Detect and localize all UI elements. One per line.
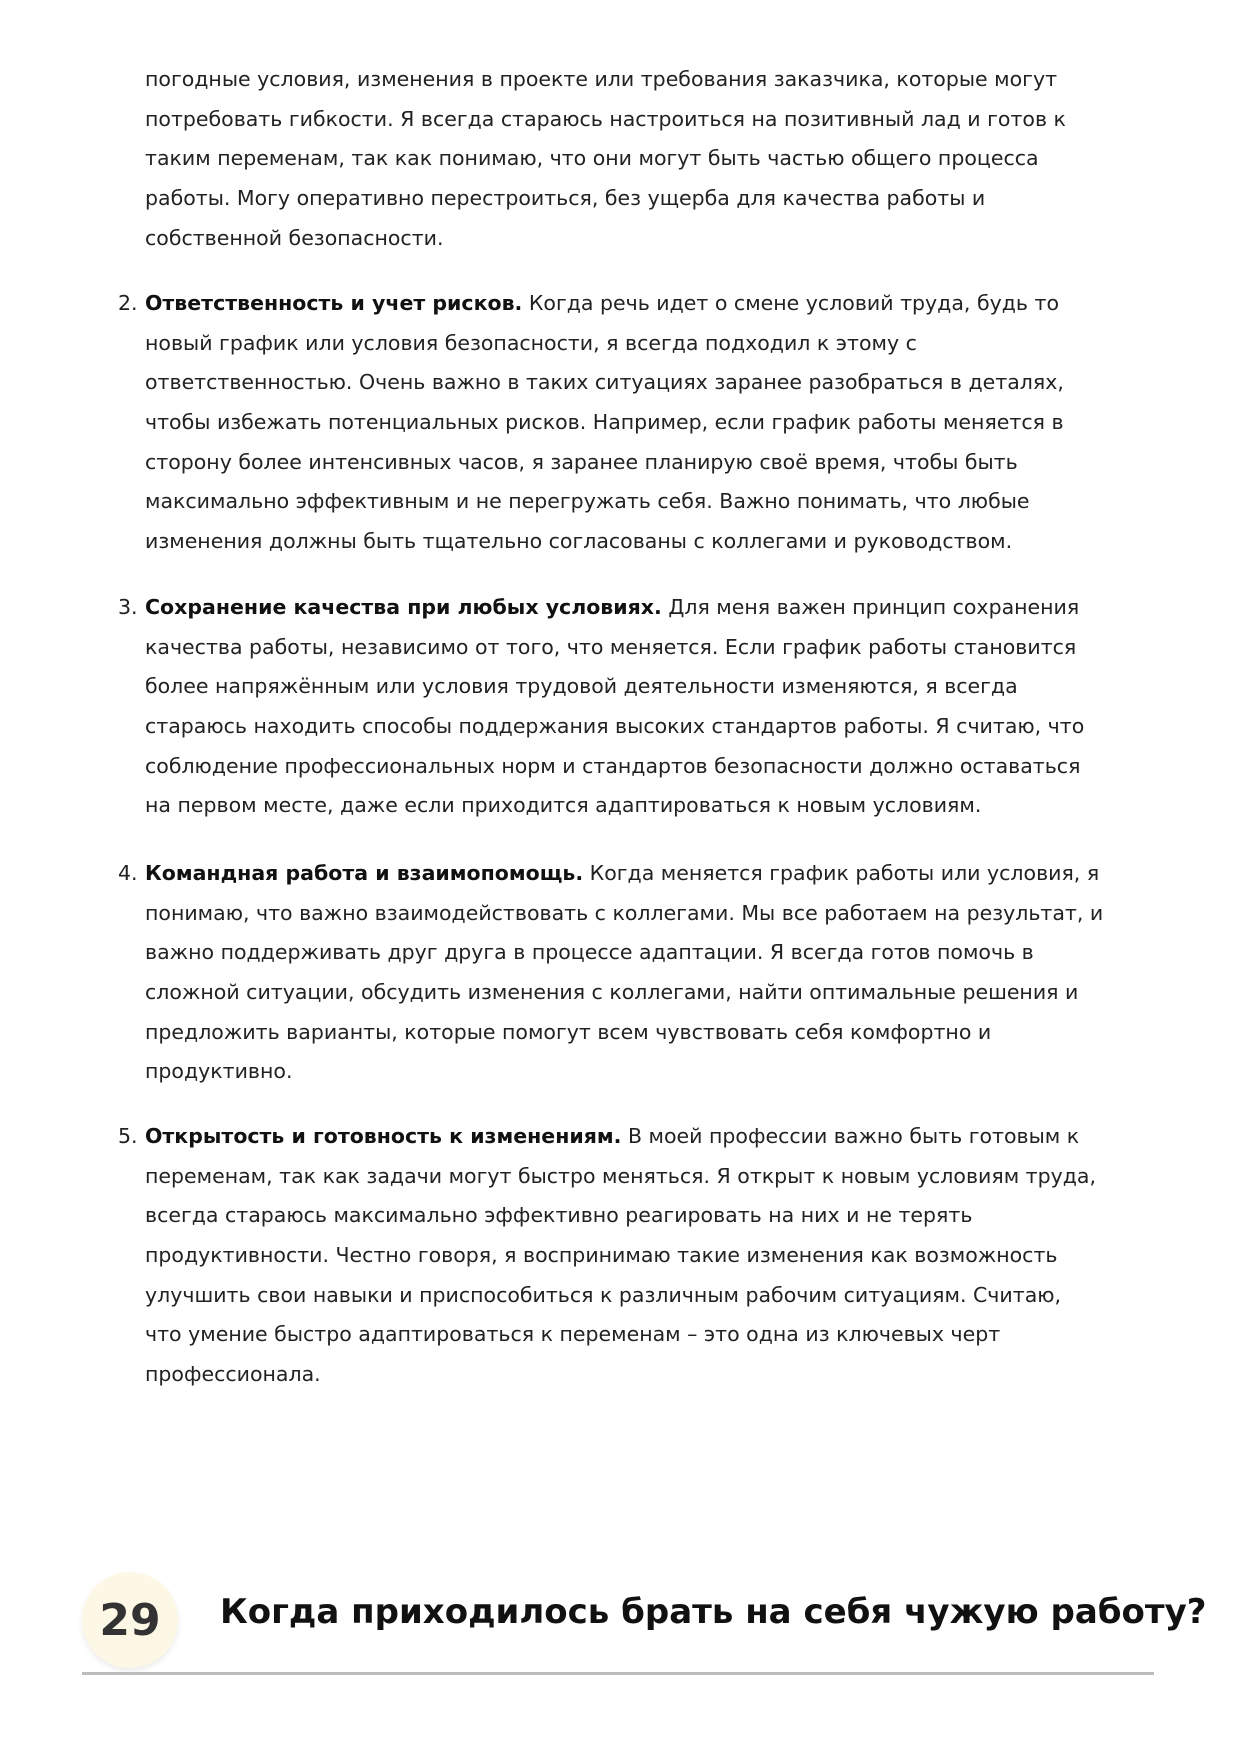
text-line: более напряжённым или условия трудовой деятельности изменяются, я всегда — [145, 674, 1018, 699]
list-number: 4. — [118, 861, 138, 885]
text-line: всегда стараюсь максимально эффективно реагировать на них и не терять — [145, 1203, 973, 1228]
text-line: продуктивно. — [145, 1059, 293, 1084]
item-1-continuation — [145, 60, 1205, 258]
text-line — [145, 284, 1205, 324]
list-item — [118, 854, 1205, 1092]
text-line — [145, 588, 1205, 628]
text-line: качества работы, независимо от того, что меняется. Если график работы становится — [145, 634, 1077, 659]
text-line — [145, 854, 1205, 894]
list-item — [118, 1117, 1205, 1395]
text-line: стараюсь находить способы поддержания высоких стандартов работы. Я считаю, что — [145, 714, 1085, 739]
question-heading: Когда приходилось брать на себя чужую работу? — [220, 1592, 1207, 1632]
question-number-badge — [82, 1572, 178, 1668]
text-line — [145, 1117, 1205, 1157]
text-line: улучшить свои навыки и приспособиться к различным рабочим ситуациям. Считаю, — [145, 1282, 1062, 1307]
item-title: Сохранение качества при любых условиях. — [145, 595, 662, 619]
list-item — [118, 284, 1205, 562]
text-line: важно поддерживать друг друга в процессе адаптации. Я всегда готов помочь в — [145, 940, 1034, 965]
text-span: Когда речь идет о смене условий труда, будь то — [522, 291, 1059, 315]
item-title: Командная работа и взаимопомощь. — [145, 861, 584, 885]
text-line: погодные условия, изменения в проекте или требования заказчика, которые могут — [145, 67, 1058, 91]
text-line: новый график или условия безопасности, я всегда подходил к этому с — [145, 330, 917, 355]
divider — [82, 1672, 1154, 1675]
text-line: сложной ситуации, обсудить изменения с коллегами, найти оптимальные решения и — [145, 980, 1079, 1005]
list-number: 3. — [118, 595, 138, 619]
text-span: В моей профессии важно быть готовым к — [621, 1124, 1080, 1148]
text-line: работы. Могу оперативно перестроиться, без ущерба для качества работы и — [145, 186, 986, 211]
item-title: Открытость и готовность к изменениям. — [145, 1124, 622, 1148]
text-line: понимаю, что важно взаимодействовать с коллегами. Мы все работаем на результат, и — [145, 900, 1104, 925]
text-line: соблюдение профессиональных норм и стандартов безопасности должно оставаться — [145, 753, 1081, 778]
text-span: Когда меняется график работы или условия, я — [583, 861, 1100, 885]
text-line: на первом месте, даже если приходится адаптироваться к новым условиям. — [145, 793, 982, 818]
text-line: профессионала. — [145, 1362, 321, 1387]
text-line: изменения должны быть тщательно согласованы с коллегами и руководством. — [145, 529, 1013, 554]
text-line: собственной безопасности. — [145, 225, 444, 250]
text-line: потребовать гибкости. Я всегда стараюсь настроиться на позитивный лад и готов к — [145, 106, 1066, 131]
text-line: что умение быстро адаптироваться к переменам – это одна из ключевых черт — [145, 1322, 1001, 1347]
text-line: переменам, так как задачи могут быстро меняться. Я открыт к новым условиям труда, — [145, 1163, 1097, 1188]
text-line: ответственностью. Очень важно в таких ситуациях заранее разобраться в деталях, — [145, 370, 1064, 395]
list-number: 5. — [118, 1124, 138, 1148]
text-line: максимально эффективным и не перегружать себя. Важно понимать, что любые — [145, 489, 1030, 514]
item-title: Ответственность и учет рисков. — [145, 291, 523, 315]
question-number: 29 — [99, 1594, 161, 1646]
text-line: таким переменам, так как понимаю, что они могут быть частью общего процесса — [145, 146, 1039, 171]
text-line: продуктивности. Честно говоря, я воспринимаю такие изменения как возможность — [145, 1243, 1058, 1268]
text-line: сторону более интенсивных часов, я заранее планирую своё время, чтобы быть — [145, 449, 1018, 474]
text-span: Для меня важен принцип сохранения — [661, 595, 1080, 619]
list-number: 2. — [118, 291, 138, 315]
list-item — [118, 588, 1205, 826]
text-line: предложить варианты, которые помогут всем чувствовать себя комфортно и — [145, 1019, 992, 1044]
text-line: чтобы избежать потенциальных рисков. Например, если график работы меняется в — [145, 410, 1064, 435]
